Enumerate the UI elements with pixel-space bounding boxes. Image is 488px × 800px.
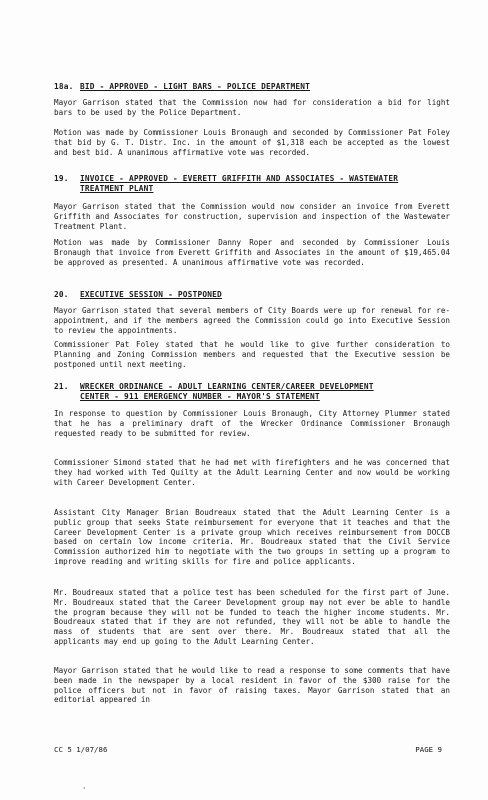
section-number: 20. (54, 290, 69, 299)
section-title: INVOICE - APPROVED - EVERETT GRIFFITH AND ASSOCIATES - WASTEWATER (80, 174, 399, 183)
paragraph: Assistant City Manager Brian Boudreaux stated that the Adult Learning Center is a public group that seeks State reimbursement for everyone that it teaches and that the Career Development Center is a private group which receives reimbursement from DOCCB based on certain low income criteria. Mr. Boudreaux stated that the Civil Service Commission authorized him to negotiate with the two groups in setting up a program to improve reading and writing skills for fire and police applicants. (54, 508, 450, 566)
footer-page-number: PAGE 9 (415, 745, 442, 754)
paragraph: Mayor Garrison stated that several members of City Boards were up for renewal for re-appointment, and if the members agreed the Commission could go into Executive Session to review the appointments. (54, 306, 450, 335)
section-heading-18a (54, 82, 310, 92)
paragraph: In response to question by Commissioner Louis Bronaugh, City Attorney Plummer stated that he has a preliminary draft of the Wrecker Ordinance Commissioner Bronaugh requested ready to be submitted for review. (54, 409, 450, 438)
scan-mark: ' (82, 786, 87, 794)
section-number: 18a. (54, 82, 74, 91)
section-heading-19 (54, 174, 449, 194)
section-title: WRECKER ORDINANCE - ADULT LEARNING CENTER/CAREER DEVELOPMENT (80, 382, 374, 391)
paragraph: Motion was made by Commissioner Danny Roper and seconded by Commissioner Louis Bronaugh that invoice from Everett Griffith and Associates in the amount of $19,465.04 be approved as presented. A unanimous affirmative vote was recorded. (54, 238, 450, 267)
paragraph: Mr. Boudreaux stated that a police test has been scheduled for the first part of June. Mr. Boudreaux stated that the Career Development group may not ever be able to handle the program because they will not be funded to teach the higher income students. Mr. Boudreaux stated that if they are not refunded, they will not be able to handle the mass of students that are sent over there. Mr. Boudreaux stated that all the applicants may end up going to the Adult Learning Center. (54, 588, 450, 646)
section-title-continued: CENTER - 911 EMERGENCY NUMBER - MAYOR'S STATEMENT (80, 391, 320, 401)
paragraph: Mayor Garrison stated that he would like to read a response to some comments that have been made in the newspaper by a local resident in favor of the $300 raise for the police officers but not in favor of raising taxes. Mayor Garrison stated that an editorial appeared in (54, 666, 450, 705)
section-number: 21. (54, 382, 69, 391)
section-title: BID - APPROVED - LIGHT BARS - POLICE DEPARTMENT (80, 82, 311, 91)
paragraph: Mayor Garrison stated that the Commission now had for consideration a bid for light bars to be used by the Police Department. (54, 98, 450, 117)
section-title-continued: TREATMENT PLANT (80, 183, 154, 193)
footer-date-code: CC 5 1/07/86 (54, 745, 108, 754)
section-heading-20 (54, 290, 222, 300)
paragraph: Mayor Garrison stated that the Commission would now consider an invoice from Everett Griffith and Associates for construction, supervision and inspection of the Wastewater Treatment Plant. (54, 202, 450, 231)
section-heading-21 (54, 382, 449, 402)
paragraph: Commissioner Pat Foley stated that he would like to give further consideration to Planning and Zoning Commission members and requested that the Executive session be postponed until next meeting. (54, 340, 450, 369)
paragraph: Motion was made by Commissioner Louis Bronaugh and seconded by Commissioner Pat Foley that bid by G. T. Distr. Inc. in the amount of $1,318 each be accepted as the lowest and best bid. A unanimous affirmative vote was recorded. (54, 128, 450, 157)
section-number: 19. (54, 174, 69, 183)
section-title: EXECUTIVE SESSION - POSTPONED (80, 290, 222, 299)
paragraph: Commissioner Simond stated that he had met with firefighters and he was concerned that they had worked with Ted Quilty at the Adult Learning Center and now would be working with Career Development Center. (54, 458, 450, 487)
